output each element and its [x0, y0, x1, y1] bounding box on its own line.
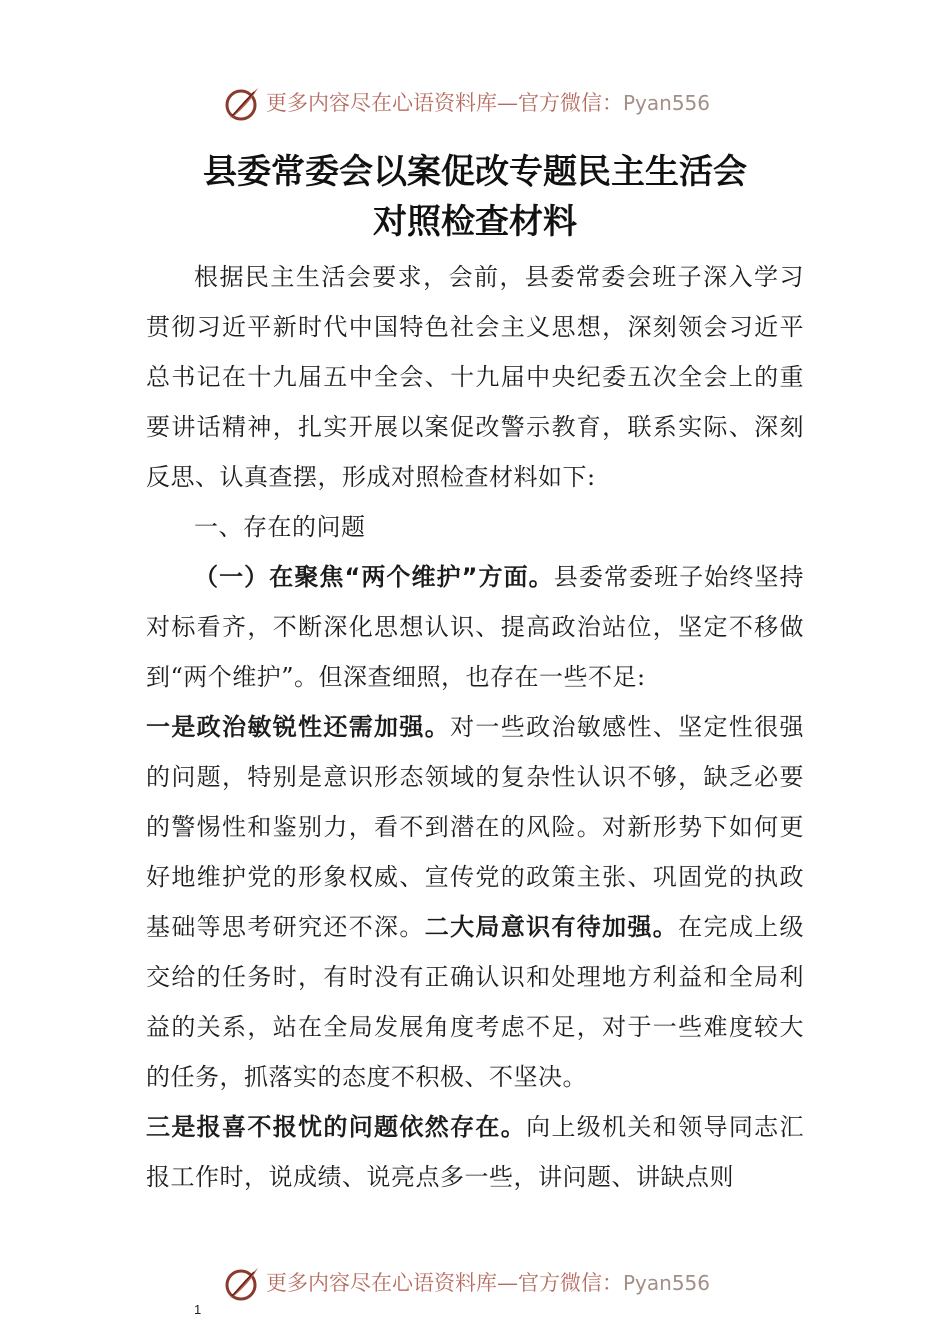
watermark-text: [266, 1269, 710, 1297]
paragraph-issue-three: [146, 1102, 804, 1202]
document-body: [146, 252, 804, 1202]
watermark-wechat-label: 官方微信：: [518, 1271, 623, 1295]
issue-two-text: 在完成上级交给的任务时，有时没有正确认识和处理地方利益和全局利益的关系，站在全局发展角度考虑不足，对于一些难度较大的任务，抓落实的态度不积极、不坚决。: [146, 913, 805, 1091]
watermark-banner-bottom: [0, 1264, 950, 1304]
paragraph-lead-bold: （一）在聚焦“两个维护”方面。: [194, 563, 554, 591]
document-title-line1: 县委常委会以案促改专题民主生活会: [203, 152, 747, 192]
watermark-wechat-label: 官方微信：: [518, 91, 623, 115]
watermark-banner-top: [0, 84, 950, 124]
issue-two-bold: 二大局意识有待加强。: [424, 913, 679, 941]
intro-paragraph: 根据民主生活会要求，会前，县委常委会班子深入学习贯彻习近平新时代中国特色社会主义思想，深刻领会习近平总书记在十九届五中全会、十九届中央纪委五次全会上的重要讲话精神，扎实开展以案促改警示教育，联系实际、深刻反思、认真查摆，形成对照检查材料如下:: [146, 263, 804, 491]
watermark-separator: —: [497, 91, 518, 115]
document-title-line2: 对照检查材料: [373, 202, 577, 242]
watermark-separator: —: [497, 1271, 518, 1295]
issue-one-text: 对一些政治敏感性、坚定性很强的问题，特别是意识形态领域的复杂性认识不够，缺乏必要的警惕性和鉴别力，看不到潜在的风险。对新形势下如何更好地维护党的形象权威、宣传党的政策主张、巩固党的执政基础等思考研究还不深。: [146, 713, 805, 941]
paragraph-text: 县委常委班子始终坚持对标看齐，不断深化思想认识、提高政治站位，坚定不移做到“两个维护”。但深查细照，也存在一些不足:: [146, 563, 805, 691]
feather-quill-logo-icon: [224, 86, 262, 122]
issue-three-bold: 三是报喜不报忧的问题依然存在。: [146, 1113, 527, 1141]
feather-quill-logo-icon: [224, 1266, 262, 1302]
watermark-title: 更多内容尽在心语资料库: [266, 91, 497, 115]
watermark-text: [266, 89, 710, 117]
issue-one-bold: 一是政治敏锐性还需加强。: [146, 713, 451, 741]
watermark-wechat-id: Pyan556: [623, 91, 711, 115]
issue-three-text: 向上级机关和领导同志汇报工作时，说成绩、说亮点多一些，讲问题、讲缺点则: [146, 1113, 805, 1191]
paragraph-two-safeguards: [146, 552, 804, 702]
section-heading: 一、存在的问题: [194, 513, 366, 541]
watermark-wechat-id: Pyan556: [623, 1271, 711, 1295]
page-number: 1: [194, 1302, 202, 1317]
paragraph-issues: [146, 702, 804, 1102]
watermark-title: 更多内容尽在心语资料库: [266, 1271, 497, 1295]
